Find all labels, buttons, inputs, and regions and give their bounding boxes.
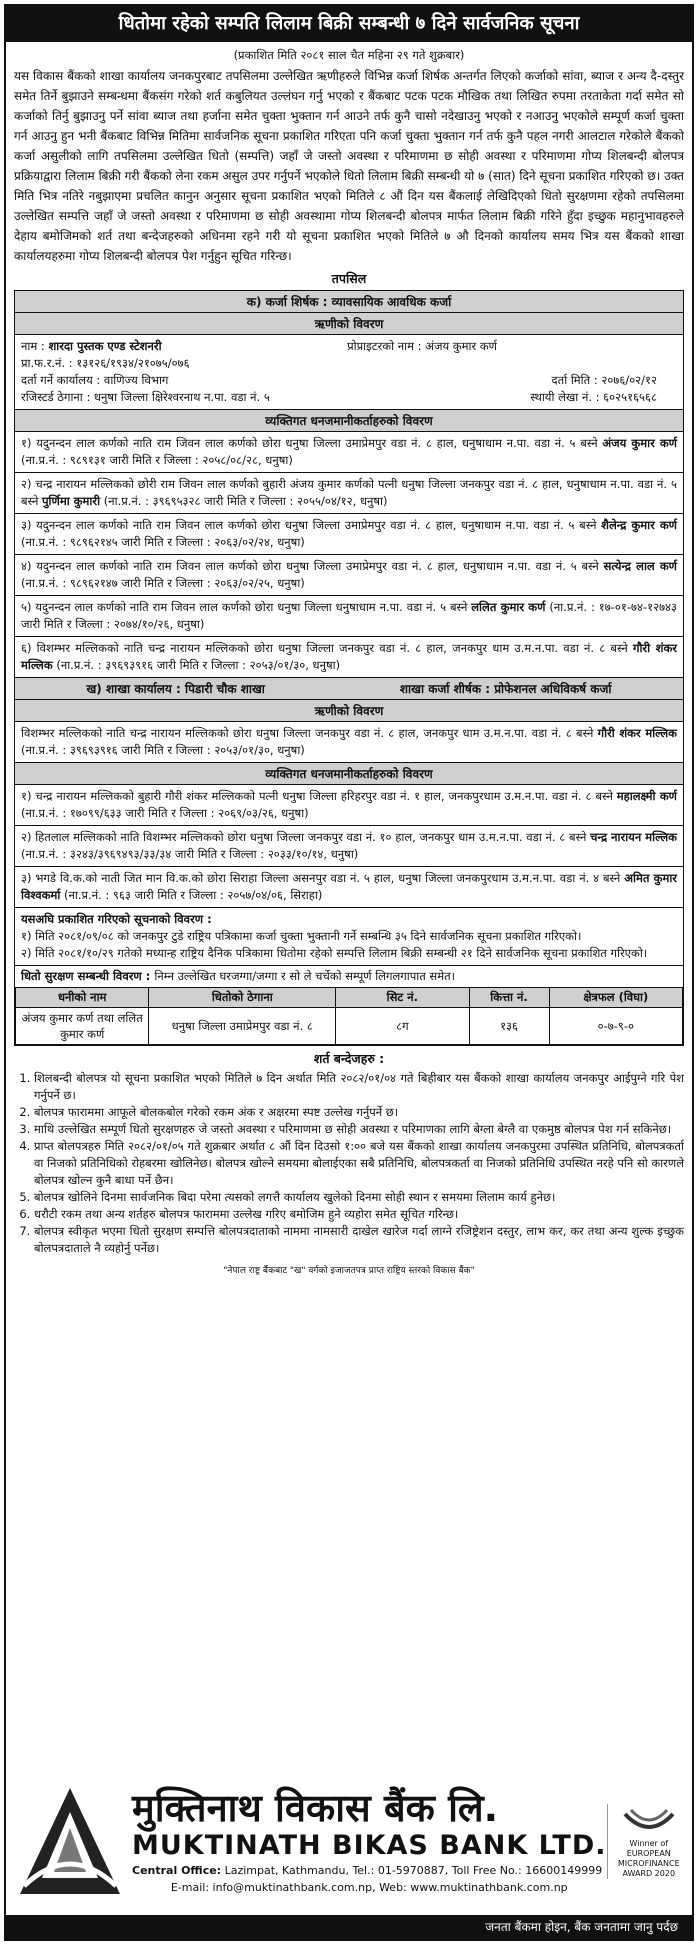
guarantor-b-item — [15, 825, 683, 866]
guarantor-a-item — [15, 472, 683, 513]
bank-branding — [6, 1769, 692, 1913]
guarantor-a-item — [15, 636, 683, 677]
registration-date: दर्ता मिति : २०७६/०२/१२ — [551, 373, 657, 387]
notice-page — [4, 4, 694, 1941]
collateral-heading-text: निम्न उल्लेखित घरजग्गा/जग्गा र सो ले चर्चेको सम्पूर्ण लिगलगापात समेत। — [154, 969, 455, 983]
borrower-b-name: गौरी शंकर मल्लिक — [597, 726, 678, 740]
cell-owner: अंजय कुमार कर्ण तथा ललित कुमार कर्ण — [16, 1008, 149, 1045]
collateral-heading-label: धितो सुरक्षण सम्बन्धी विवरण : — [21, 969, 155, 983]
guarantor-a-item — [15, 513, 683, 554]
condition-item: 4. प्राप्त बोलपत्रहरु मिति २०८२/०१/०५ गते शुक्रबार अर्थात ८ औं दिन दिउसो १:०० बजे यस बैंकको शाखा कार्यालय जनकपुरमा उपस्थित प्रतिनिधि, बोलपत्रकर्ता वा निजको प्रतिनिधिको रोहबरमा खोलिनेछ। बोलपत्र खोल्ने समयमा बोलाईएका सबै प्रतिनिधि, बोलपत्रकर्ता वा निजको प्रतिनिधि उपस्थित नरहे पनि सो कारणले बोलपत्र खोल्न कुनै बाधा पर्ने छैन। — [34, 1138, 684, 1189]
central-office-label: Central Office: — [132, 1864, 222, 1877]
section-b-header — [15, 677, 683, 700]
name-label: नाम : — [21, 339, 49, 353]
branch-office: ख) शाखा कार्यालय : पिडारी चौक शाखा — [86, 682, 265, 696]
cell-address: धनुषा जिल्ला उमाप्रेमपुर वडा नं. ८ — [149, 1008, 336, 1045]
guarantor-list-a — [15, 432, 683, 677]
bank-logo-icon — [14, 1782, 126, 1900]
license-note: "नेपाल राष्ट्र बैंकबाट "ख" वर्गको इजाजतपत्र प्राप्त राष्ट्रिय स्तरको विकास बैंक" — [223, 1266, 475, 1276]
prior-notices-heading: यसअघि प्रकाशित गरिएको सूचनाको विवरण : — [21, 912, 212, 926]
section-a-header: क) कर्जा शिर्षक : व्यावसायिक आवधिक कर्जा — [15, 291, 683, 313]
borrower-b-text: विशम्भर मल्लिकको नाति चन्द्र नारायन मल्लिकको छोरा धनुषा जिल्ला जनकपुर वडा नं. ८ हाल, जनकपुर धाम उ.म.न.पा. वडा नं. ८ बस्ने — [21, 726, 598, 740]
guarantor-a-text: २) चन्द्र नारायन मल्लिकको छोरी राम जिवन लाल कर्णको बुहारी अंजय कुमार कर्णको पत्नी धनुषा जिल्ला जनकपुर वडा नं. ८ हाल, धनुषाधाम न.पा. वडा नं. ५ बस्ने — [21, 477, 677, 508]
conditions-heading: शर्त बन्देजहरु : — [313, 1051, 385, 1066]
collateral-table — [15, 987, 683, 1045]
guarantor-list-b — [15, 785, 683, 907]
collateral-heading — [15, 965, 683, 987]
guarantor-a-text: १) यदुनन्दन लाल कर्णको नाति राम जिवन लाल कर्णको छोरा धनुषा जिल्ला उमाप्रेमपुर वडा नं. ८ हाल, धनुषाधाम न.पा. वडा नं. ५ बस्ने — [21, 436, 603, 450]
prior-notice-item: २) मिति २०८१/१०/२९ गतेको मध्यान्ह राष्ट्रिय दैनिक पत्रिकामा धितोमा रहेको सम्पत्ति लिलाम बिक्री सम्बन्धी २१ दिने सार्वजनिक सूचना प्रकाशित गरिएको। — [21, 946, 648, 960]
guarantor-a-details: (ना.प्र.नं. : ९८९६२१४७ जारी मिति र जिल्ला : २०६३/०२/२५, धनुषा) — [21, 576, 305, 590]
guarantor-a-text: ३) यदुनन्दन लाल कर्णको नाति राम जिवन लाल कर्णको छोरा धनुषा जिल्ला उमाप्रेमपुर वडा नं. ८ हाल, धनुषाधाम न.पा. वडा नं. ५ बस्ने — [21, 518, 602, 532]
guarantor-b-item — [15, 785, 683, 825]
registered-address: रजिस्टर्ड ठेगाना : धनुषा जिल्ला क्षिरेश्वरनाथ न.पा. वडा नं. ५ — [21, 390, 270, 404]
guarantor-a-details: (ना.प्र.नं. : ३९६९५३२८ जारी मिति र जिल्ला : २०५५/०४/१२, धनुषा) — [100, 494, 388, 508]
guarantor-a-details: (ना.प्र.नं. : ९८९६२१४५ जारी मिति र जिल्ला : २०६३/०२/२४, धनुषा) — [21, 535, 305, 549]
guarantor-b-text: १) चन्द्र नारायन मल्लिकको बुहारी गौरी शंकर मल्लिकको पत्नी धनुषा जिल्ला हरिहरपुर वडा नं. १ हाल, जनकपुरधाम उ.म.न.पा. वडा नं. ८ बस्ने — [21, 789, 617, 803]
condition-item: 7. बोलपत्र स्वीकृत भएमा धितो सुरक्षण सम्पत्ति बोलपत्रदाताको नाममा नामसारी दाखेल खारेज गर्दा लाग्ने रजिष्ट्रेशन दस्तुर, लाभ कर, कर तथा अन्य शुल्क इच्छुक बोलपत्रदाताले नै व्यहोर्नु पर्नेछ। — [34, 1223, 684, 1257]
borrower-heading: ऋणीको विवरण — [15, 313, 683, 335]
borrower-b — [15, 722, 683, 762]
col-address: धितोको ठेगाना — [149, 988, 336, 1008]
notice-title: धितोमा रहेको सम्पति लिलाम बिक्री सम्बन्धी ७ दिने सार्वजनिक सूचना — [6, 6, 692, 42]
guarantor-b-text: २) हितलाल मल्लिकको नाति विशम्भर मल्लिकको छोरा धनुषा जिल्ला जनकपुर वडा नं. १० हाल, जनकपुर धाम उ.म.न.पा. वडा नं. ८ बस्ने — [21, 830, 591, 844]
condition-item: 1. शिलबन्दी बोलपत्र यो सूचना प्रकाशित भएको मितिले ७ दिन अर्थात मिति २०८२/०१/०४ गते बिहीबार यस बैंकको शाखा कार्यालय जनकपुर आईपुग्ने गरि पेश गर्नुपर्ने छ। — [34, 1070, 684, 1104]
col-area: क्षेत्रफल (विघा) — [549, 988, 682, 1008]
pan-number: स्थायी लेखा नं. : ६०२५१६५६८ — [530, 390, 657, 404]
pan-registration: प्रा.फ.र.नं. : १३१२६/१९३४/२१०७५/०७६ — [21, 356, 190, 370]
bank-name-english: MUKTINATH BIKAS BANK LTD. — [132, 1830, 607, 1861]
guarantor-b-details: (ना.प्र.नं. : ९६३ जारी मिति र जिल्ला : २०५७/०४/०६, सिराहा) — [60, 888, 323, 902]
bank-name-nepali: मुक्तिनाथ विकास बैंक लि. — [132, 1786, 499, 1830]
award-icon — [619, 1804, 679, 1836]
guarantor-b-details: (ना.प्र.नं. : १७०९९/६३३ जारी मिति र जिल्ला : २०६९/०३/२६, धनुषा) — [21, 806, 309, 820]
cell-area: ०-७-९-० — [549, 1008, 682, 1045]
guarantor-b-name: चन्द्र नारायन मल्लिक — [590, 830, 677, 844]
published-date: (प्रकाशित मिति २०८१ साल चैत महिना २९ गते शुक्रबार) — [233, 48, 465, 62]
intro-paragraph: यस विकास बैंकको शाखा कार्यालय जनकपुरबाट तपसिलमा उल्लेखित ऋणीहरुले विभिन्न कर्जा शिर्षक अन्तर्गत लिएको कर्जाको सांवा, ब्याज र अन्य दै-दस्तुर समेत तिर्ने बुझाउने सम्बन्धमा बैंकसंग गरेको शर्त कबुलियत उल्लंघन गर्नु भएको र बैंकबाट पटक पटक मौखिक तथा लिखित रुपमा तरताकेता गर्दा समेत सो कर्जाको तिर्नु बुझाउनु पर्ने सांवा ब्याज तथा हर्जाना समेत चुक्ता भुक्तान गर्न आउने तर्फ कुनै चासो नदेखाउनु भएको र नआउनु भएकोले सम्पूर्ण कर्जा चुक्ता गर्न आउनु हुन भनी बैंकबाट विभिन्न मितिमा सार्वजनिक सूचना प्रकाशित गरिएता पनि कर्जा चुक्ता भुक्तान गर्न तर्फ कुनै पहल नगरी आलटाल गरेकोले बैंकको कर्जा असुलीको लागि तपसिलमा उल्लेखित धितो (सम्पत्ति) जहाँ जे जस्तो अवस्था र परिमाणमा छ सोही अवस्था र परिमाणमा गोप्य शिलबन्दी बोलपत्र प्रक्रियाद्वारा लिलाम बिक्री गरी बैंकको लेना रकम असुल उपर गर्नुपर्ने भएकोले धितो लिलाम बिक्री सम्बन्धी यो ७ (सात) दिने सूचना प्रकाशित गरिएको छ। उक्त मिति भित्र नतिरे नबुझाएमा प्रचलित कानुन अनुसार सूचना प्रकाशित भएको मितिले ८ औं दिन यस बैंकलाई लेखिदिएको धितो सुरक्षणमा रहेको तपसिलमा उल्लेखित सम्पत्ति जहाँ जे जस्तो अवस्था र परिमाणमा छ सोही अवस्थामा गोप्य शिलबन्दी बोलपत्र मार्फत लिलाम बिक्री गरिने हुँदा इच्छुक महानुभावहरुले देहाय बमोजिमको शर्त तथा बन्देजहरुको अधिनमा रहने गरी यो सूचना प्रकाशित भएको मितिले ७ औ दिनको कार्यालय समय भित्र यस बैंकको शाखा कार्यालयहरुमा गोप्य शिलबन्दी बोलपत्र पेश गर्नुहुन सूचित गरिन्छ। — [14, 69, 684, 263]
conditions-list — [6, 1070, 692, 1257]
condition-item: 3. माथि उल्लेखित सम्पूर्ण धितो सुरक्षणहरु जे जस्तो अवस्था र परिमाणमा छ सोही अवस्था र परिमाणका लागि बेग्ला बेग्लै वा एकमुष्ठ बोलपत्र पेश गर्न सकिनेछ। — [34, 1121, 684, 1138]
guarantor-b-name: अमित कुमार विश्वकर्मा — [21, 871, 677, 902]
guarantor-b-details: (ना.प्र.नं. : ३२४३/३९६९४९३/३३/३४ जारी मिति र जिल्ला : २०३३/१०/१४, धनुषा) — [21, 847, 359, 861]
award-badge — [607, 1804, 685, 1879]
guarantor-a-item — [15, 595, 683, 636]
guarantor-a-item — [15, 432, 683, 472]
borrower-heading-b: ऋणीको विवरण — [15, 700, 683, 722]
guarantor-a-name: ललित कुमार कर्ण — [471, 600, 546, 614]
bank-contact-email: E-mail: info@muktinathbank.com.np, Web: www.muktinathbank.com.np — [170, 1881, 568, 1894]
proprietor-name: प्रोप्राइटरको नाम : अंजय कुमार कर्ण — [347, 339, 497, 353]
tapsil-heading: तपसिल — [331, 271, 367, 286]
condition-item: 2. बोलपत्र फाराममा आफूले बोलकबोल गरेको रकम अंक र अक्षरमा स्पष्ट उल्लेख गर्नुपर्ने छ। — [34, 1104, 684, 1121]
guarantor-heading-a: व्यक्तिगत धनजमानीकर्ताहरुको विवरण — [15, 409, 683, 432]
guarantor-a-name: सत्येन्द्र लाल कर्ण — [603, 559, 677, 573]
conditions-ol — [14, 1070, 684, 1257]
guarantor-a-text: ५) यदुनन्दन लाल कर्णको नाति राम जिवन लाल कर्णको छोरा धनुषा जिल्ला धनुषाधाम न.पा. वडा नं. ५ बस्ने — [21, 600, 472, 614]
guarantor-a-details: (ना.प्र.नं. : १७-०१-७४-१२७४३ जारी मिति र जिल्ला : २०७४/१०/२६, धनुषा) — [21, 600, 678, 631]
condition-item: 5. बोलपत्र खोलिने दिनमा सार्वजनिक बिदा परेमा त्यसको लगत्तै कार्यालय खुलेको दिनमा सोही स्थान र समयमा लिलाम कार्य हुनेछ। — [34, 1189, 684, 1206]
guarantor-a-name: पुर्णिमा कुमारी — [42, 494, 101, 508]
guarantor-a-text: ४) यदुनन्दन लाल कर्णको नाति राम जिवन लाल कर्णको छोरा धनुषा जिल्ला उमाप्रेमपुर वडा नं. ८ हाल, धनुषाधाम न.पा. वडा नं. ५ बस्ने — [21, 559, 604, 573]
branch-loan-type: शाखा कर्जा शीर्षक : प्रोफेशनल अधिविकर्ष कर्जा — [399, 682, 612, 696]
cell-plot: १३६ — [469, 1008, 549, 1045]
details-box — [14, 290, 684, 1046]
registration-office: दर्ता गर्ने कार्यालय : वाणिज्य विभाग — [21, 373, 169, 387]
central-office — [132, 1862, 607, 1879]
guarantor-a-name: शैलेन्द्र कुमार कर्ण — [601, 518, 677, 532]
borrower-info — [15, 335, 683, 409]
award-text: Winner of EUROPEAN MICROFINANCE AWARD 2020 — [617, 1838, 680, 1878]
guarantor-a-details: (ना.प्र.नं. : ३९६९३९१६ जारी मिति र जिल्ला : २०५३/०१/३०, धनुषा) — [52, 658, 341, 672]
guarantor-a-text: ६) विशम्भर मल्लिकको नाति चन्द्र नारायन मल्लिकको छोरा धनुषा जिल्ला जनकपुर वडा नं. ८ हाल, जनकपुर धाम उ.म.न.पा. वडा नं. ८ बस्ने — [21, 641, 633, 655]
cell-sheet: ८ग — [336, 1008, 469, 1045]
central-office-address: Lazimpat, Kathmandu, Tel.: 01-5970887, Toll Free No.: 16600149999 — [224, 1864, 603, 1877]
col-plot: कित्ता नं. — [469, 988, 549, 1008]
prior-notice-item: १) मिति २०८१/०९/०८ को जनकपुर टुडे राष्ट्रिय पत्रिकामा कर्जा चुक्ता भुक्तानी गर्ने सम्बन्धि ३५ दिने सार्वजनिक सूचना प्रकाशित गरिएको। — [21, 929, 582, 943]
col-owner: धनीको नाम — [16, 988, 149, 1008]
bank-tagline: जनता बैंकमा होइन, बैंक जनतामा जानु पर्दछ — [6, 1915, 692, 1939]
guarantor-b-name: महालक्ष्मी कर्ण — [616, 789, 677, 803]
borrower-b-details: (ना.प्र.नं. : ३९६९३९१६ जारी मिति र जिल्ला : २०५३/०१/३०, धनुषा) — [21, 743, 305, 757]
guarantor-b-item — [15, 866, 683, 907]
prior-notices — [15, 907, 683, 965]
guarantor-b-text: ३) भगडे वि.क.को नाती जित मान वि.क.को छोरा सिराहा जिल्ला असनपुर वडा नं. ५ हाल, धनुषा जिल्ला जनकपुरधाम उ.म.न.पा. वडा नं. ४ बस्ने — [21, 871, 625, 885]
guarantor-a-name: गौरी शंकर मल्लिक — [21, 641, 678, 672]
condition-item: 6. धरौटी रकम तथा अन्य शर्तहरु बोलपत्र फाराममा उल्लेख गरिए बमोजिम हुने व्यहोरा समेत सूचित गरिन्छ। — [34, 1206, 684, 1223]
guarantor-a-name: अंजय कुमार कर्ण — [602, 436, 677, 450]
guarantor-heading-b: व्यक्तिगत धनजमानीकर्ताहरुको विवरण — [15, 762, 683, 785]
guarantor-a-details: (ना.प्र.नं. : ९८९१३१ जारी मिति र जिल्ला : २०५८/०८/२८, धनुषा) — [21, 453, 293, 467]
table-row — [16, 1008, 683, 1045]
borrower-name: शारदा पुस्तक एण्ड स्टेशनरी — [48, 339, 162, 353]
col-sheet: सिट नं. — [336, 988, 469, 1008]
guarantor-a-item — [15, 554, 683, 595]
bank-name-block — [126, 1786, 607, 1896]
